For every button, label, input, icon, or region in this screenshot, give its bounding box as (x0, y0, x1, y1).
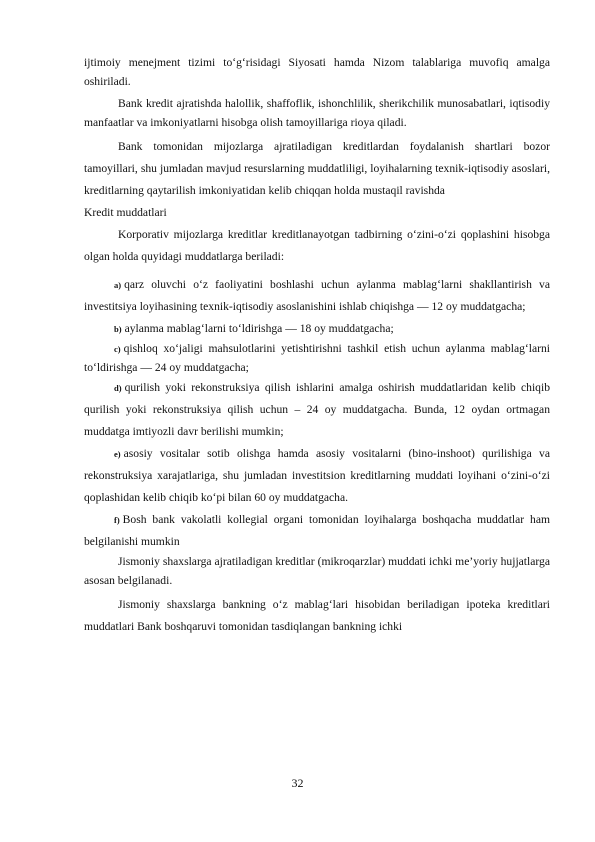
list-text: qarz oluvchi o‘z faoliyatini boshlashi uchun aylanma mablag‘larni shakllantirish va investitsiya loyihasining texnik-iqtisodiy asoslanishini ishlab chiqishga — 12 oy muddatgacha; (84, 278, 550, 313)
document-page (84, 54, 550, 638)
list-label: d) (114, 383, 122, 393)
list-text: qurilish yoki rekonstruksiya qilish ishlarini amalga oshirish muddatlaridan kelib chiqib qurilish yoki rekonstruksiya qilish uchun – 24 oy muddatgacha. Bunda, 12 oydan ortmagan muddatga imtiyozli davr berilishi mumkin; (84, 381, 550, 438)
list-text: qishloq xo‘jaligi mahsulotlarini yetishtirishni tashkil etish uchun aylanma mablag‘larni to‘ldirishga — 24 oy muddatgacha; (84, 342, 550, 374)
paragraph-individual-micro: Jismoniy shaxslarga ajratiladigan kreditlar (mikroqarzlar) muddati ichki me’yoriy hujjatlarga asosan belgilanadi. (84, 555, 550, 587)
section-heading: Kredit muddatlari (84, 206, 167, 219)
list-label: c) (114, 344, 121, 354)
list-item (84, 318, 550, 340)
list-item (84, 443, 550, 509)
paragraph-principles: Bank kredit ajratishda halollik, shaffoflik, ishonchlilik, sherikchilik munosabatlari, iqtisodiy manfaatlar va imkoniyatlarni hisobga olish tamoyillariga rioya qiladi. (84, 97, 550, 129)
list-item (84, 377, 550, 443)
list-text: aylanma mablag‘larni to‘ldirishga — 18 oy muddatgacha; (124, 322, 394, 335)
list-label: f) (114, 515, 120, 525)
list-item (84, 340, 550, 377)
paragraph-intro: ijtimoiy menejment tizimi to‘g‘risidagi Siyosati hamda Nizom talablariga muvofiq amalga oshiriladi. (84, 56, 550, 88)
list-text: asosiy vositalar sotib olishga hamda asosiy vositalarni (bino-inshoot) qurilishiga va rekonstruksiya xarajatlariga, shu jumladan investitsion kreditlarning muddati loyihani o‘zini-o‘zi qoplashidan kelib chiqib ko‘pi bilan 60 oy muddatgacha. (84, 447, 550, 504)
list-label: e) (114, 449, 121, 459)
list-item (84, 274, 550, 318)
paragraph-corporate: Korporativ mijozlarga kreditlar kreditlanayotgan tadbirning o‘zini-o‘zi qoplashini hisobga olgan holda quyidagi muddatlarga beriladi: (84, 228, 550, 263)
page-number: 32 (291, 776, 304, 790)
paragraph-terms: Bank tomonidan mijozlarga ajratiladigan kreditlardan foydalanish shartlari bozor tamoyillari, shu jumladan mavjud resurslarning muddatliligi, loyihalarning texnik-iqtisodiy asoslari, kreditlarning qaytarilish imkoniyatidan kelib chiqqan holda mustaqil ravishda (84, 140, 550, 197)
list-item (84, 509, 550, 553)
list-text: Bosh bank vakolatli kollegial organi tomonidan loyihalarga boshqacha muddatlar ham belgilanishi mumkin (84, 513, 550, 548)
term-list (84, 274, 550, 553)
list-label: b) (114, 324, 122, 334)
paragraph-mortgage: Jismoniy shaxslarga bankning o‘z mablag‘lari hisobidan beriladigan ipoteka kreditlari muddatlari Bank boshqaruvi tomonidan tasdiqlangan bankning ichki (84, 598, 550, 633)
list-label: a) (114, 280, 122, 290)
